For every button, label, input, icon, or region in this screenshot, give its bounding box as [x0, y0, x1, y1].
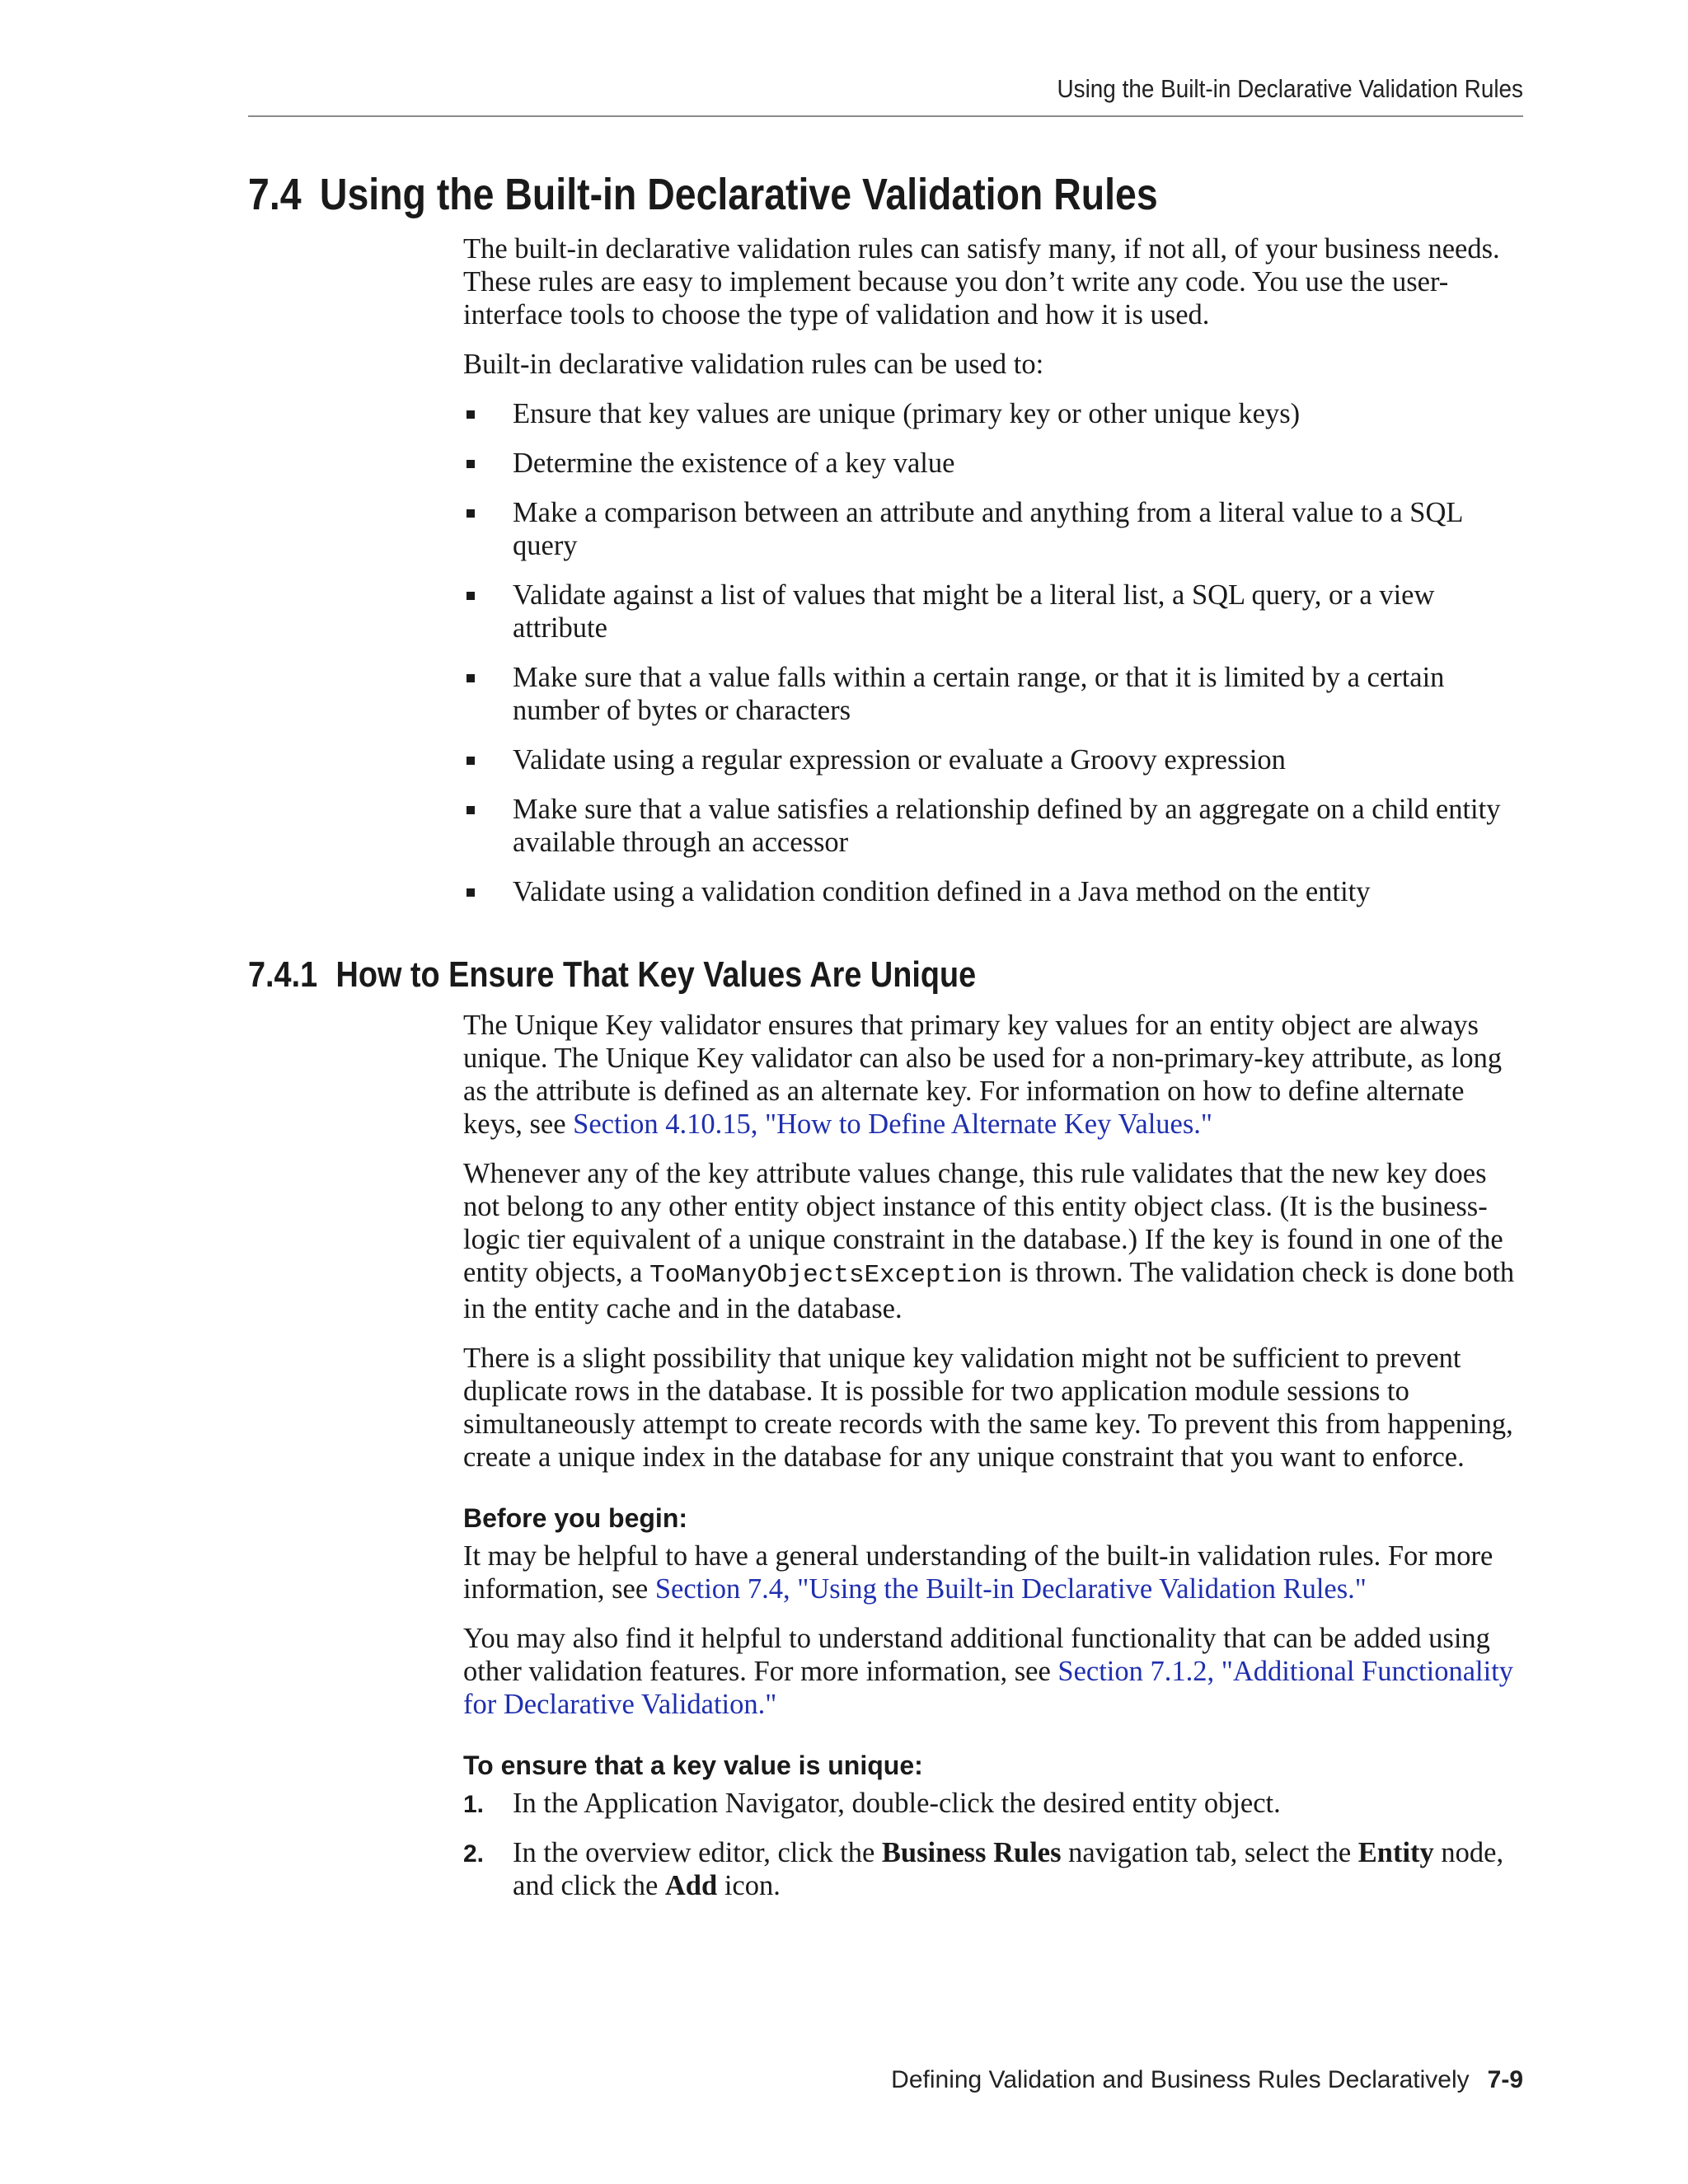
- step-number: 1.: [463, 1791, 485, 1818]
- running-head: Using the Built-in Declarative Validation Rules: [1057, 74, 1523, 103]
- list-item: Make sure that a value falls within a certain range, or that it is limited by a certain number of bytes or characters: [463, 661, 1526, 727]
- list-item: Make a comparison between an attribute and anything from a literal value to a SQL query: [463, 496, 1526, 562]
- procedure-steps: [463, 1787, 1526, 1902]
- bullet-marker: [467, 460, 475, 468]
- page-footer: [891, 2066, 1523, 2094]
- intro-paragraph: The built-in declarative validation rules can satisfy many, if not all, of your business needs. These rules are easy to implement because you don’t write any code. You use the user-interface tools to choose the type of validation and how it is used.: [463, 233, 1500, 330]
- link-section-7-4[interactable]: Section 7.4, "Using the Built-in Declarative Validation Rules.": [654, 1573, 1367, 1605]
- list-item: Validate against a list of values that might be a literal list, a SQL query, or a view attribute: [463, 579, 1526, 644]
- list-item: Determine the existence of a key value: [463, 447, 1526, 480]
- intro-lead: Built-in declarative validation rules can be used to:: [463, 349, 1044, 380]
- page-number: 7-9: [1487, 2066, 1523, 2093]
- section-number: 7.4: [248, 170, 302, 219]
- subsection-number: 7.4.1: [248, 954, 318, 995]
- bullet-marker: [467, 592, 475, 600]
- bullet-marker: [467, 509, 475, 518]
- list-item: Validate using a regular expression or evaluate a Groovy expression: [463, 743, 1526, 776]
- header-rule: [248, 115, 1523, 117]
- before-paragraph-1: It may be helpful to have a general understanding of the built-in validation rules. For more information, see Section 7.4, "Using the Built-in Declarative Validation Rules.": [463, 1540, 1493, 1605]
- before-paragraph-2: You may also find it helpful to understand additional functionality that can be added using other validation features. For more information, see Section 7.1.2, "Additional Functionality for Declarative Validation.": [463, 1623, 1514, 1720]
- bullet-marker: [467, 674, 475, 682]
- procedure-step: 1. In the Application Navigator, double-click the desired entity object.: [463, 1787, 1526, 1820]
- list-item: Make sure that a value satisfies a relationship defined by an aggregate on a child entity available through an accessor: [463, 793, 1526, 859]
- section-title: Using the Built-in Declarative Validation Rules: [319, 170, 1158, 219]
- link-section-7-1-2[interactable]: Section 7.1.2, "Additional Functionality for Declarative Validation.": [463, 1656, 1514, 1720]
- capability-list: [463, 397, 1526, 908]
- link-alternate-keys[interactable]: Section 4.10.15, "How to Define Alternate Key Values.": [573, 1108, 1213, 1140]
- procedure-label: To ensure that a key value is unique:: [463, 1750, 923, 1780]
- key-change-paragraph: Whenever any of the key attribute values change, this rule validates that the new key does not belong to any other entity object instance of this entity object class. (It is the business-logic tier equivalent of a unique constraint in the database.) If the key is found in one of the entity objects, a TooManyObjectsException is thrown. The validation check is done both in the entity cache and in the database.: [463, 1158, 1515, 1324]
- section-heading: [248, 169, 1158, 220]
- subsection-heading: [248, 954, 976, 996]
- procedure-step: 2. In the overview editor, click the Business Rules navigation tab, select the Entity node, and click the Add icon.: [463, 1837, 1504, 1901]
- bullet-marker: [467, 806, 475, 814]
- exception-code: TooManyObjectsException: [649, 1261, 1002, 1290]
- subsection-title: How to Ensure That Key Values Are Unique: [335, 954, 977, 995]
- duplicate-rows-paragraph: There is a slight possibility that unique key validation might not be sufficient to prevent duplicate rows in the database. It is possible for two application module sessions to simultaneously attempt to create records with the same key. To prevent this from happening, create a unique index in the database for any unique constraint that you want to enforce.: [463, 1343, 1513, 1473]
- intro-body: [463, 232, 1526, 925]
- list-item: Ensure that key values are unique (primary key or other unique keys): [463, 397, 1526, 430]
- subsection-body: [463, 1009, 1526, 1919]
- bullet-marker: [467, 410, 475, 419]
- list-item: Validate using a validation condition defined in a Java method on the entity: [463, 875, 1526, 908]
- footer-title: Defining Validation and Business Rules Declaratively: [891, 2066, 1470, 2093]
- bullet-marker: [467, 757, 475, 765]
- before-you-begin-label: Before you begin:: [463, 1503, 688, 1533]
- step-number: 2.: [463, 1840, 485, 1868]
- unique-key-paragraph: The Unique Key validator ensures that primary key values for an entity object are always unique. The Unique Key validator can also be used for a non-primary-key attribute, as long as the attribute is defined as an alternate key. For information on how to define alternate keys, see Section 4.10.15, "How to Define Alternate Key Values.": [463, 1010, 1503, 1140]
- bullet-marker: [467, 888, 475, 897]
